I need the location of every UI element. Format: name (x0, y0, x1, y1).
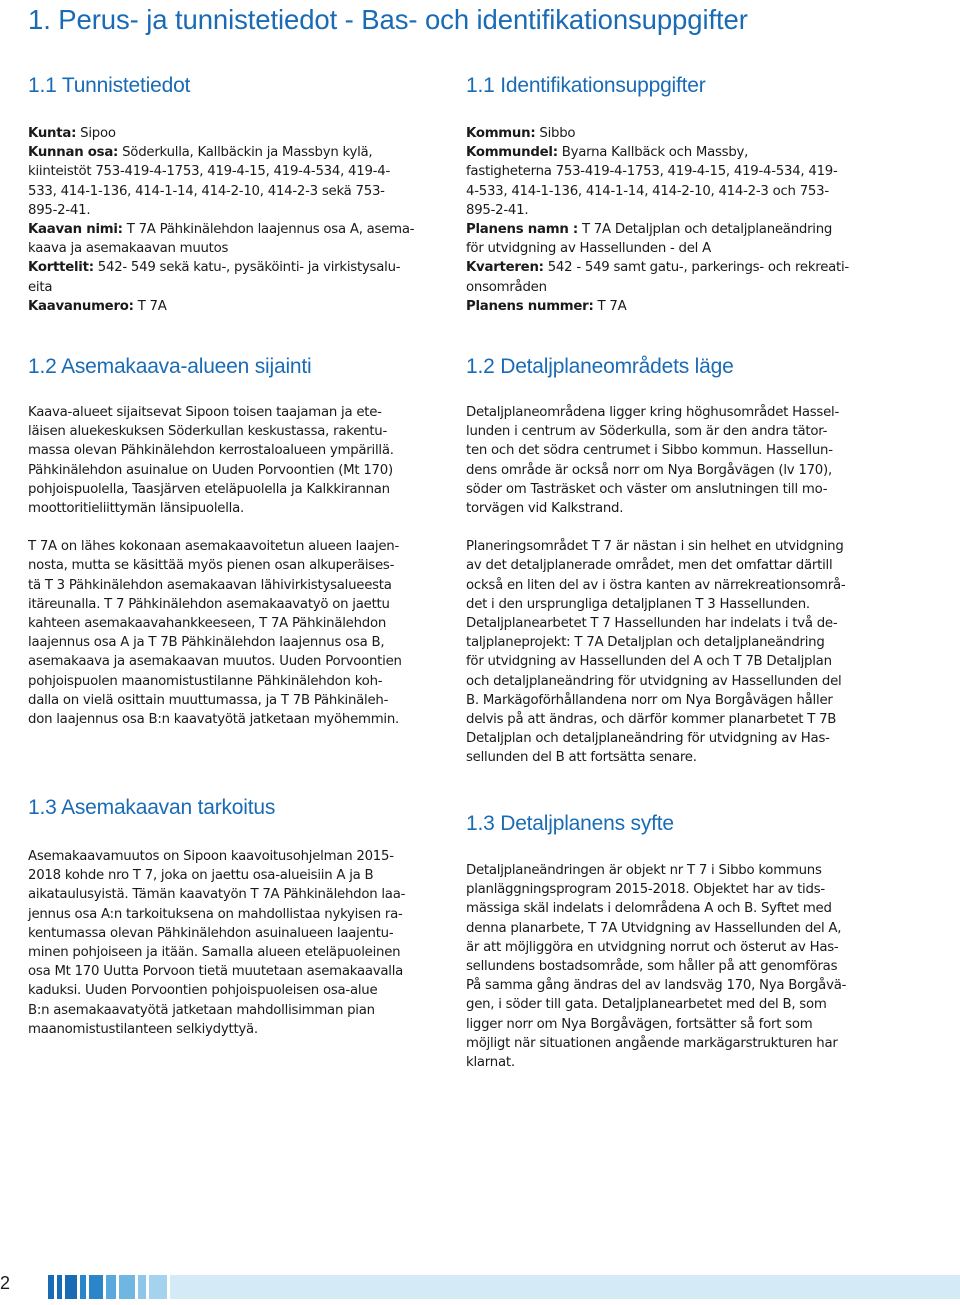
text-line: massa olevan Pähkinälehdon kerrostaloalueen ympärillä. (28, 443, 394, 459)
paragraph (28, 403, 428, 518)
text-line: itäreunalla. T 7 Pähkinälehdon asemakaavatyö on jaettu (28, 596, 390, 612)
kommundel-line: fastigheterna 753-419-4-1753, 419-4-15, 419-4-534, 419- (466, 164, 838, 180)
text-line: det i den ursprungliga detaljplanen T 3 Hassellunden. (466, 596, 810, 612)
text-line: don laajennus osa B:n kaavatyötä jatketaan myöhemmin. (28, 712, 400, 728)
section-1-2-sv (466, 355, 876, 768)
paragraph (466, 403, 876, 518)
kaavan-nimi-value: T 7A Pähkinälehdon laajennus osa A, asema- (122, 222, 415, 238)
kaavan-nimi-line (28, 220, 428, 239)
paragraph (466, 861, 876, 1072)
text-line: denna planarbete, T 7A Utvidgning av Hassellunden del A, (466, 920, 842, 936)
section-heading: 1.3 Detaljplanens syfte (466, 812, 674, 835)
text-line: av det detaljplanerade området, men det omfattar därtill (466, 558, 833, 574)
text-line: kaduksi. Uuden Porvoontien pohjoispuoleisen osa-alue (28, 983, 378, 999)
text-line: mässiga skäl indelats i delområdena A och B. Syftet med (466, 901, 832, 917)
paragraph (28, 537, 428, 729)
text-line: dalla on vielä osittain muuttumassa, ja T 7B Pähkinäleh- (28, 692, 389, 708)
planens-nummer-label: Planens nummer: (466, 298, 594, 314)
kunnan-osa-line: kiinteistöt 753-419-4-1753, 419-4-15, 419-4-534, 419-4- (28, 164, 390, 180)
text-line: gen, i söder till gata. Detaljplanearbetet med del B, som (466, 997, 827, 1013)
kommun-value: Sibbo (535, 126, 576, 141)
korttelit-line: eita (28, 279, 53, 295)
text-line: läisen aluekeskuksen Söderkullan keskustassa, rakentu- (28, 424, 388, 440)
text-line: också en liten del av i östra kanten av närrekreationsområ- (466, 577, 846, 593)
text-line: laajennus osa A ja T 7B Pähkinälehdon laajennus osa B, (28, 635, 385, 651)
kommundel-line (466, 143, 876, 162)
text-line: asemakaava ja asemakaavan muutos. Uuden Porvoontien (28, 654, 402, 670)
text-line: moottoritieliittymän länsipuolella. (28, 501, 244, 517)
kaavan-nimi-label: Kaavan nimi: (28, 222, 123, 238)
text-line: kentumassa olevan Pähkinälehdon asuinalueen laajentu- (28, 925, 394, 941)
section-1-2-fi (28, 355, 428, 729)
text-line: möjligt när situationen angående markägarstrukturen har (466, 1035, 838, 1051)
kaavanumero-line (28, 297, 428, 316)
planens-namn-line (466, 220, 876, 239)
page-title: 1. Perus- ja tunnistetiedot - Bas- och identifikationsuppgifter (28, 4, 748, 35)
text-line: sellunden del B att fortsätta senare. (466, 750, 697, 766)
korttelit-label: Korttelit: (28, 260, 94, 276)
planens-namn-value: T 7A Detaljplan och detaljplaneändring (577, 222, 833, 238)
kunta-line (28, 124, 428, 143)
text-line: torvägen vid Kalkstrand. (466, 501, 624, 517)
text-line: taljplaneprojekt: T 7A Detaljplan och detaljplaneändring (466, 635, 825, 651)
planens-namn-label: Planens namn : (466, 222, 578, 238)
kunnan-osa-label: Kunnan osa: (28, 145, 119, 161)
kvarteren-line: onsområden (466, 279, 547, 295)
text-line: 2018 kohde nro T 7, joka on jaettu osa-alueisiin A ja B (28, 868, 374, 884)
kommundel-value: Byarna Kallbäck och Massby, (557, 145, 749, 161)
text-line: delvis på att ändras, och därför kommer planarbetet T 7B (466, 712, 837, 728)
text-line: minen pohjoiseen ja itään. Samalla alueen eteläpuoleinen (28, 945, 401, 961)
kaavanumero-label: Kaavanumero: (28, 298, 134, 314)
text-line: ligger norr om Nya Borgåvägen, fortsätter så fort som (466, 1016, 813, 1032)
text-line: Asemakaavamuutos on Sipoon kaavoitusohjelman 2015- (28, 849, 394, 864)
section-heading: 1.2 Asemakaava-alueen sijainti (28, 355, 312, 378)
kommundel-line: 4-533, 414-1-136, 414-1-14, 414-2-10, 414-2-3 och 753- (466, 183, 829, 199)
text-line: kahteen asemakaavahankkeeseen, T 7A Pähkinälehdon (28, 616, 387, 632)
text-line: maanomistustilanteen selkiydyttyä. (28, 1021, 258, 1037)
text-line: och detaljplaneändring för utvidgning av Hassellunden del (466, 673, 842, 689)
section-heading: 1.2 Detaljplaneområdets läge (466, 355, 734, 378)
planens-namn-line: för utvidgning av Hassellunden - del A (466, 241, 711, 257)
kaavanumero-value: T 7A (133, 298, 167, 314)
text-line: jennus osa A:n tarkoituksena on mahdollistaa nykyisen ra- (28, 906, 403, 922)
text-line: B:n asemakaavatyötä jatketaan mahdollisimman pian (28, 1002, 375, 1018)
kommun-label: Kommun: (466, 126, 536, 141)
text-line: T 7A on lähes kokonaan asemakaavoitetun alueen laajen- (28, 539, 400, 555)
text-line: dens område är också norr om Nya Borgåvägen (lv 170), (466, 462, 832, 478)
kunta-value: Sipoo (76, 126, 116, 141)
text-line: Detaljplaneändringen är objekt nr T 7 i Sibbo kommuns (466, 863, 822, 878)
page-number: 2 (0, 1273, 11, 1293)
section-heading: 1.1 Identifikationsuppgifter (466, 74, 706, 97)
section-1-3-sv (466, 812, 876, 1072)
kommundel-label: Kommundel: (466, 145, 558, 161)
text-line: På samma gång ändras del av landsväg 170, Nya Borgåvä- (466, 978, 847, 994)
text-line: aikataulusyistä. Tämän kaavatyön T 7A Pähkinälehdon laa- (28, 887, 406, 903)
text-line: för utvidgning av Hassellunden del A och T 7B Detaljplan (466, 654, 832, 670)
section-1-1-sv (466, 74, 876, 316)
text-line: klarnat. (466, 1055, 515, 1071)
text-line: osa Mt 170 Uutta Porvoon tietä muutetaan asemakaavalla (28, 964, 404, 980)
text-line: Planeringsområdet T 7 är nästan i sin helhet en utvidgning (466, 539, 844, 555)
kunnan-osa-value: Söderkulla, Kallbäckin ja Massbyn kylä, (118, 145, 373, 161)
kunta-label: Kunta: (28, 126, 77, 141)
kommun-line (466, 124, 876, 143)
text-line: Detaljplan och detaljplaneändring för utvidgning av Has- (466, 731, 830, 747)
paragraph (28, 847, 428, 1039)
identification-list (466, 124, 876, 316)
planens-nummer-value: T 7A (593, 298, 627, 314)
paragraph (466, 537, 876, 767)
text-line: B. Markägoförhållandena norr om Nya Borgåvägen håller (466, 692, 833, 708)
kommundel-line: 895-2-41. (466, 202, 529, 218)
text-line: nosta, mutta se käsittää myös pienen osan alkuperäises- (28, 558, 395, 574)
kunnan-osa-line: 895-2-41. (28, 202, 91, 218)
kunnan-osa-line: 533, 414-1-136, 414-1-14, 414-2-10, 414-2-3 sekä 753- (28, 183, 385, 199)
section-heading: 1.1 Tunnistetiedot (28, 74, 191, 97)
text-line: planläggningsprogram 2015-2018. Objektet har av tids- (466, 882, 825, 898)
kaavan-nimi-line: kaava ja asemakaavan muutos (28, 241, 229, 257)
korttelit-value: 542- 549 sekä katu-, pysäköinti- ja virkistysalu- (93, 260, 401, 276)
identification-list (28, 124, 428, 316)
text-line: söder om Tasträsket och väster om anslutningen till mo- (466, 481, 828, 497)
kvarteren-value: 542 - 549 samt gatu-, parkerings- och rekreati- (543, 260, 849, 276)
text-line: Kaava-alueet sijaitsevat Sipoon toisen taajaman ja ete- (28, 405, 382, 420)
footer-decoration-bar (48, 1275, 960, 1299)
section-1-3-fi (28, 796, 428, 1039)
text-line: Pähkinälehdon asuinalue on Uuden Porvoontien (Mt 170) (28, 462, 393, 478)
section-heading: 1.3 Asemakaavan tarkoitus (28, 796, 276, 819)
kunnan-osa-line (28, 143, 428, 162)
text-line: är att möjliggöra en utvidgning norrut och österut av Has- (466, 939, 839, 955)
text-line: pohjoispuolen maanomistustilanne Pähkinälehdon koh- (28, 673, 383, 689)
text-line: lunden i centrum av Söderkulla, som är den andra tätor- (466, 424, 828, 440)
text-line: Detaljplaneområdena ligger kring höghusområdet Hassel- (466, 405, 840, 420)
korttelit-line (28, 258, 428, 277)
kvarteren-line (466, 258, 876, 277)
text-line: sellundens bostadsområde, som håller på att genomföras (466, 959, 838, 975)
kvarteren-label: Kvarteren: (466, 260, 544, 276)
text-line: pohjoispuolella, Taasjärven eteläpuolella ja Kalkkirannan (28, 481, 390, 497)
text-line: Detaljplanearbetet T 7 Hassellunden har indelats i två de- (466, 616, 838, 632)
text-line: tä T 3 Pähkinälehdon asemakaavan lähivirkistysalueesta (28, 577, 392, 593)
text-line: ten och det södra centrumet i Sibbo kommun. Hassellun- (466, 443, 833, 459)
planens-nummer-line (466, 297, 876, 316)
section-1-1-fi (28, 74, 428, 316)
